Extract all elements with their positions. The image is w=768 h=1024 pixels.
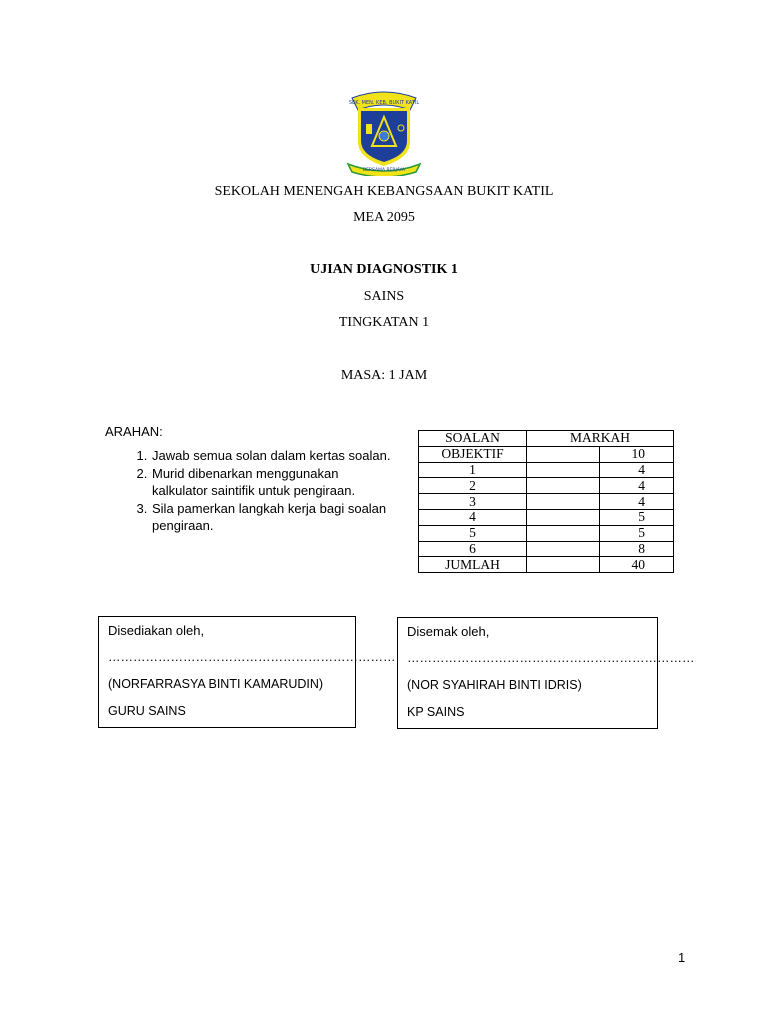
instruction-item: 1. Jawab semua solan dalam kertas soalan. [151,447,395,465]
column-header-soalan: SOALAN [419,431,527,447]
checker-name: (NOR SYAHIRAH BINTI IDRIS) [407,678,582,692]
cell-soalan: JUMLAH [419,557,527,573]
table-header-row [419,431,674,447]
cell-soalan: 1 [419,462,527,478]
instructions-section [105,424,395,535]
form-level: TINGKATAN 1 [338,315,430,330]
cell-markah: 5 [600,509,674,525]
prepared-by-label: Disediakan oleh, [108,623,205,638]
table-row [419,509,674,525]
checker-role: KP SAINS [407,705,465,719]
school-crest-logo [344,84,424,176]
instruction-item: 2. Murid dibenarkan menggunakan kalkulator saintifik untuk pengiraan. [151,465,395,500]
table-total-row [419,557,674,573]
cell-soalan: 2 [419,478,527,494]
cell-soalan: 3 [419,494,527,510]
instruction-item: 3. Sila pamerkan langkah kerja bagi soalan pengiraan. [151,500,395,535]
cell-markah: 10 [600,446,674,462]
table-row [419,541,674,557]
crest-banner-top: SEK. MEN. KEB. BUKIT KATIL [348,100,420,106]
preparer-name: (NORFARRASYA BINTI KAMARUDIN) [108,677,324,691]
cell-soalan: 5 [419,525,527,541]
table-row [419,462,674,478]
subject: SAINS [363,289,405,304]
cell-blank [527,446,600,462]
table-row [419,446,674,462]
column-header-markah: MARKAH [527,431,674,447]
cell-blank [527,525,600,541]
cell-markah: 5 [600,525,674,541]
instructions-list [105,447,395,535]
table-row [419,494,674,510]
table-row [419,525,674,541]
signature-line: …………………………………………………………… [407,651,695,665]
cell-blank [527,462,600,478]
exam-duration: MASA: 1 JAM [340,368,428,383]
instructions-heading: ARAHAN: [105,424,163,439]
cell-soalan: 4 [419,509,527,525]
school-name: SEKOLAH MENENGAH KEBANGSAAN BUKIT KATIL [214,184,554,199]
checked-by-label: Disemak oleh, [407,624,490,639]
cell-blank [527,541,600,557]
page-number: 1 [678,950,686,965]
table-row [419,478,674,494]
cell-markah: 4 [600,494,674,510]
cell-markah: 4 [600,478,674,494]
school-code: MEA 2095 [353,210,415,225]
exam-title: UJIAN DIAGNOSTIK 1 [310,262,458,277]
cell-soalan: 6 [419,541,527,557]
checked-by-box [397,617,695,729]
signature-line: …………………………………………………………… [108,650,396,664]
marks-table [418,430,674,573]
cell-blank [527,557,600,573]
preparer-role: GURU SAINS [108,704,186,718]
cell-blank [527,478,600,494]
prepared-by-box [98,616,396,728]
cell-markah: 8 [600,541,674,557]
crest-banner-bottom: BERSAMA BERJAYA [363,168,405,173]
cell-blank [527,509,600,525]
cell-blank [527,494,600,510]
cell-soalan: OBJEKTIF [419,446,527,462]
cell-markah: 40 [600,557,674,573]
cell-markah: 4 [600,462,674,478]
